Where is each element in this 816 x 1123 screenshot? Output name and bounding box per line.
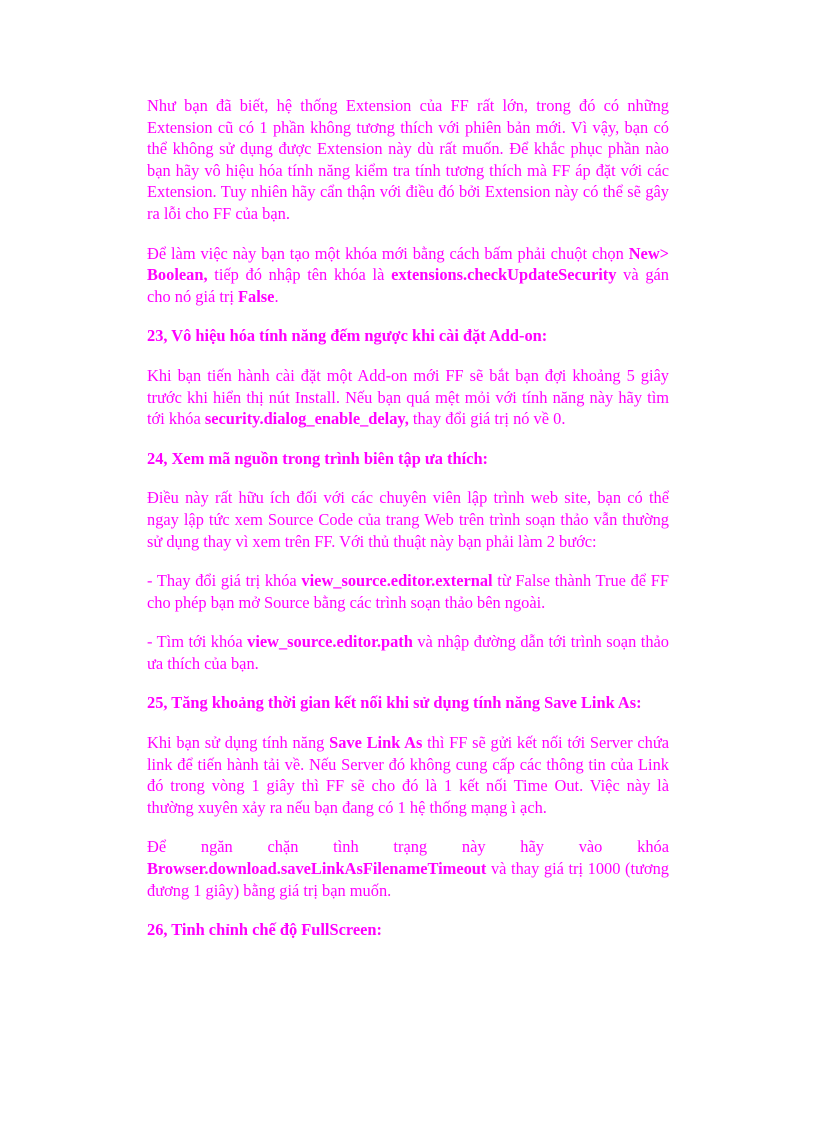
text-run: từ False thành True để FF cho phép bạn mở Source bằng các trình soạn thảo bên ngoài.	[147, 571, 670, 612]
heading-23: 23, Vô hiệu hóa tính năng đếm ngược khi cài đặt Add-on:	[147, 326, 548, 346]
text-run: và gán cho nó giá trị	[147, 265, 669, 306]
text-run: .	[274, 286, 279, 306]
text-run: thay đổi giá trị nó về 0.	[408, 409, 566, 429]
paragraph-timeout-key	[147, 836, 669, 901]
text-run: Để ngăn chặn tình trạng này hãy vào khóa	[147, 837, 669, 857]
text-run: Để làm việc này bạn tạo một khóa mới bằng cách bấm phải chuột chọn	[147, 243, 629, 263]
bold-feature-name: Save Link As	[329, 733, 423, 753]
bold-menu-path: New> Boolean,	[147, 243, 669, 285]
text-run: và nhập đường dẫn tới trình soạn thảo ưa thích của bạn.	[147, 632, 669, 673]
bold-key-name: Browser.download.saveLinkAsFilenameTimeout	[147, 859, 487, 879]
paragraph-save-link-as	[147, 732, 669, 818]
text-run: và thay giá trị 1000 (tương đương 1 giây) bằng giá trị bạn muốn.	[147, 859, 669, 900]
document-page	[147, 95, 669, 959]
text-run: - Thay đổi giá trị khóa	[147, 571, 302, 591]
paragraph-view-source-path	[147, 631, 669, 674]
text-run: thì FF sẽ gửi kết nối tới Server chứa link để tiến hành tải về. Nếu Server đó không cung cấp các thông tin của Link đó trong vòng 1 giây thì FF sẽ cho đó là 1 kết nối Time Out. Việc này là thường xuyên xảy ra nếu bạn đang có 1 hệ thống mạng ì ạch.	[147, 733, 669, 817]
bold-key-name: security.dialog_enable_delay,	[204, 409, 409, 429]
paragraph-extension-compat: Như bạn đã biết, hệ thống Extension của FF rất lớn, trong đó có những Extension cũ có 1 phần không tương thích với phiên bản mới. Vì vậy, bạn có thể không sử dụng được Extension này dù rất muốn. Để khắc phục phần nào bạn hãy vô hiệu hóa tính năng kiểm tra tính tương thích mà FF áp đặt với các Extension. Tuy nhiên hãy cẩn thận với điều đó bởi Extension này có thể sẽ gây ra lỗi cho FF của bạn.	[147, 96, 669, 223]
bold-key-name: view_source.editor.external	[301, 571, 493, 591]
heading-24: 24, Xem mã nguồn trong trình biên tập ưa thích:	[147, 448, 489, 468]
heading-25: 25, Tăng khoảng thời gian kết nối khi sử dụng tính năng Save Link As:	[147, 693, 642, 713]
paragraph-view-source-external	[147, 570, 669, 613]
text-run: - Tìm tới khóa	[147, 632, 248, 652]
text-run: tiếp đó nhập tên khóa là	[207, 265, 392, 285]
paragraph-addon-delay	[147, 365, 669, 430]
text-run: Khi bạn sử dụng tính năng	[147, 733, 330, 753]
bold-value: False	[238, 286, 275, 306]
heading-26: 26, Tinh chỉnh chế độ FullScreen:	[147, 920, 382, 940]
text-run: Khi bạn tiến hành cài đặt một Add-on mới FF sẽ bắt bạn đợi khoảng 5 giây trước khi hiển thị nút Install. Nếu bạn quá mệt mỏi với tính năng này hãy tìm tới khóa	[147, 365, 669, 429]
paragraph-create-boolean-key	[147, 243, 669, 308]
bold-key-name: extensions.checkUpdateSecurity	[391, 265, 617, 285]
bold-key-name: view_source.editor.path	[247, 632, 413, 652]
paragraph-view-source-intro: Điều này rất hữu ích đối với các chuyên viên lập trình web site, bạn có thể ngay lập tức xem Source Code của trang Web trên trình soạn thảo vẫn thường sử dụng thay vì xem trên FF. Với thủ thuật này bạn phải làm 2 bước:	[147, 488, 669, 551]
